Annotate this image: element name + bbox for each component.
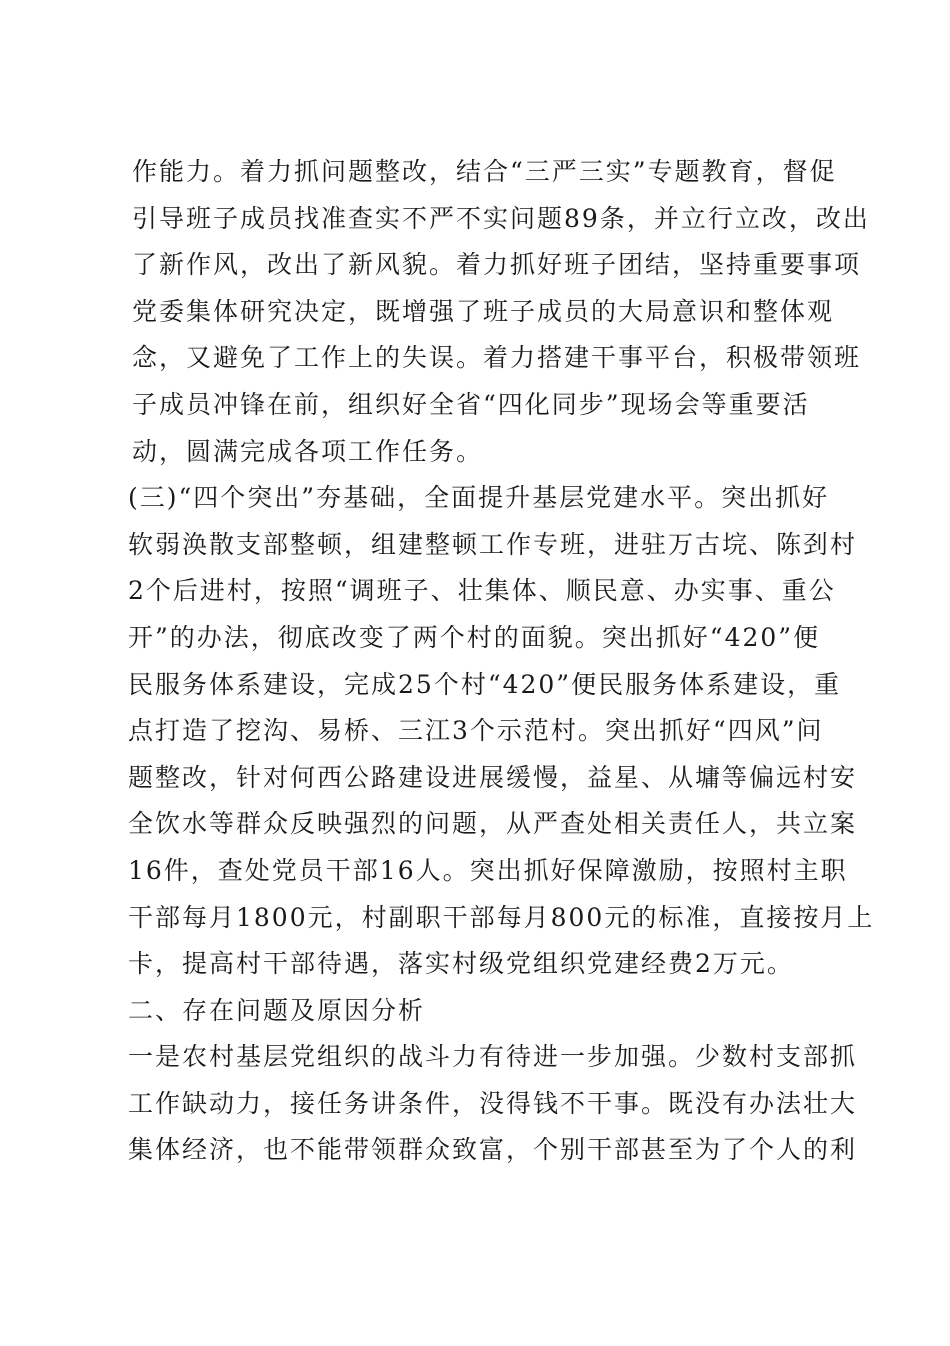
text-line: 16件，查处党员干部16人。突出抓好保障激励，按照村主职 <box>128 855 848 885</box>
text-line: 工作缺动力，接任务讲条件，没得钱不干事。既没有办法壮大 <box>128 1088 858 1118</box>
body-text <box>128 149 875 1174</box>
text-line: 2个后进村，按照“调班子、壮集体、顺民意、办实事、重公 <box>128 576 836 606</box>
text-line: 动，圆满完成各项工作任务。 <box>132 436 484 466</box>
text-line: 开”的办法，彻底改变了两个村的面貌。突出抓好“420”便 <box>128 622 821 652</box>
text-line: 干部每月1800元，村副职干部每月800元的标准，直接按月上 <box>128 902 875 932</box>
text-line: 题整改，针对何西公路建设进展缓慢，益星、从墉等偏远村安 <box>128 762 858 792</box>
text-line: 党委集体研究决定，既增强了班子成员的大局意识和整体观 <box>132 296 835 326</box>
text-line: 全饮水等群众反映强烈的问题，从严查处相关责任人，共立案 <box>128 809 858 839</box>
section-title: 二、存在问题及原因分析 <box>128 995 426 1025</box>
text-line: 引导班子成员找准查实不严不实问题89条，并立行立改，改出 <box>132 203 870 233</box>
text-line: 民服务体系建设，完成25个村“420”便民服务体系建设，重 <box>128 669 842 699</box>
section-heading-line: (三)“四个突出”夯基础，全面提升基层党建水平。突出抓好 <box>128 483 830 513</box>
text-line: 集体经济，也不能带领群众致富，个别干部甚至为了个人的利 <box>128 1135 858 1165</box>
text-line: 卡，提高村干部待遇，落实村级党组织党建经费2万元。 <box>128 949 794 979</box>
text-line: 念，又避免了工作上的失误。着力搭建干事平台，积极带领班 <box>132 343 862 373</box>
text-line: 软弱涣散支部整顿，组建整顿工作专班，进驻万古垸、陈刭村 <box>128 529 858 559</box>
text-line: 了新作风，改出了新风貌。着力抓好班子团结，坚持重要事项 <box>132 250 862 280</box>
text-line: 子成员冲锋在前，组织好全省“四化同步”现场会等重要活 <box>132 389 810 419</box>
text-line: 点打造了挖沟、易桥、三江3个示范村。突出抓好“四风”问 <box>128 716 824 746</box>
text-line: 作能力。着力抓问题整改，结合“三严三实”专题教育，督促 <box>132 157 837 186</box>
text-line: 一是农村基层党组织的战斗力有待进一步加强。少数村支部抓 <box>128 1042 858 1072</box>
